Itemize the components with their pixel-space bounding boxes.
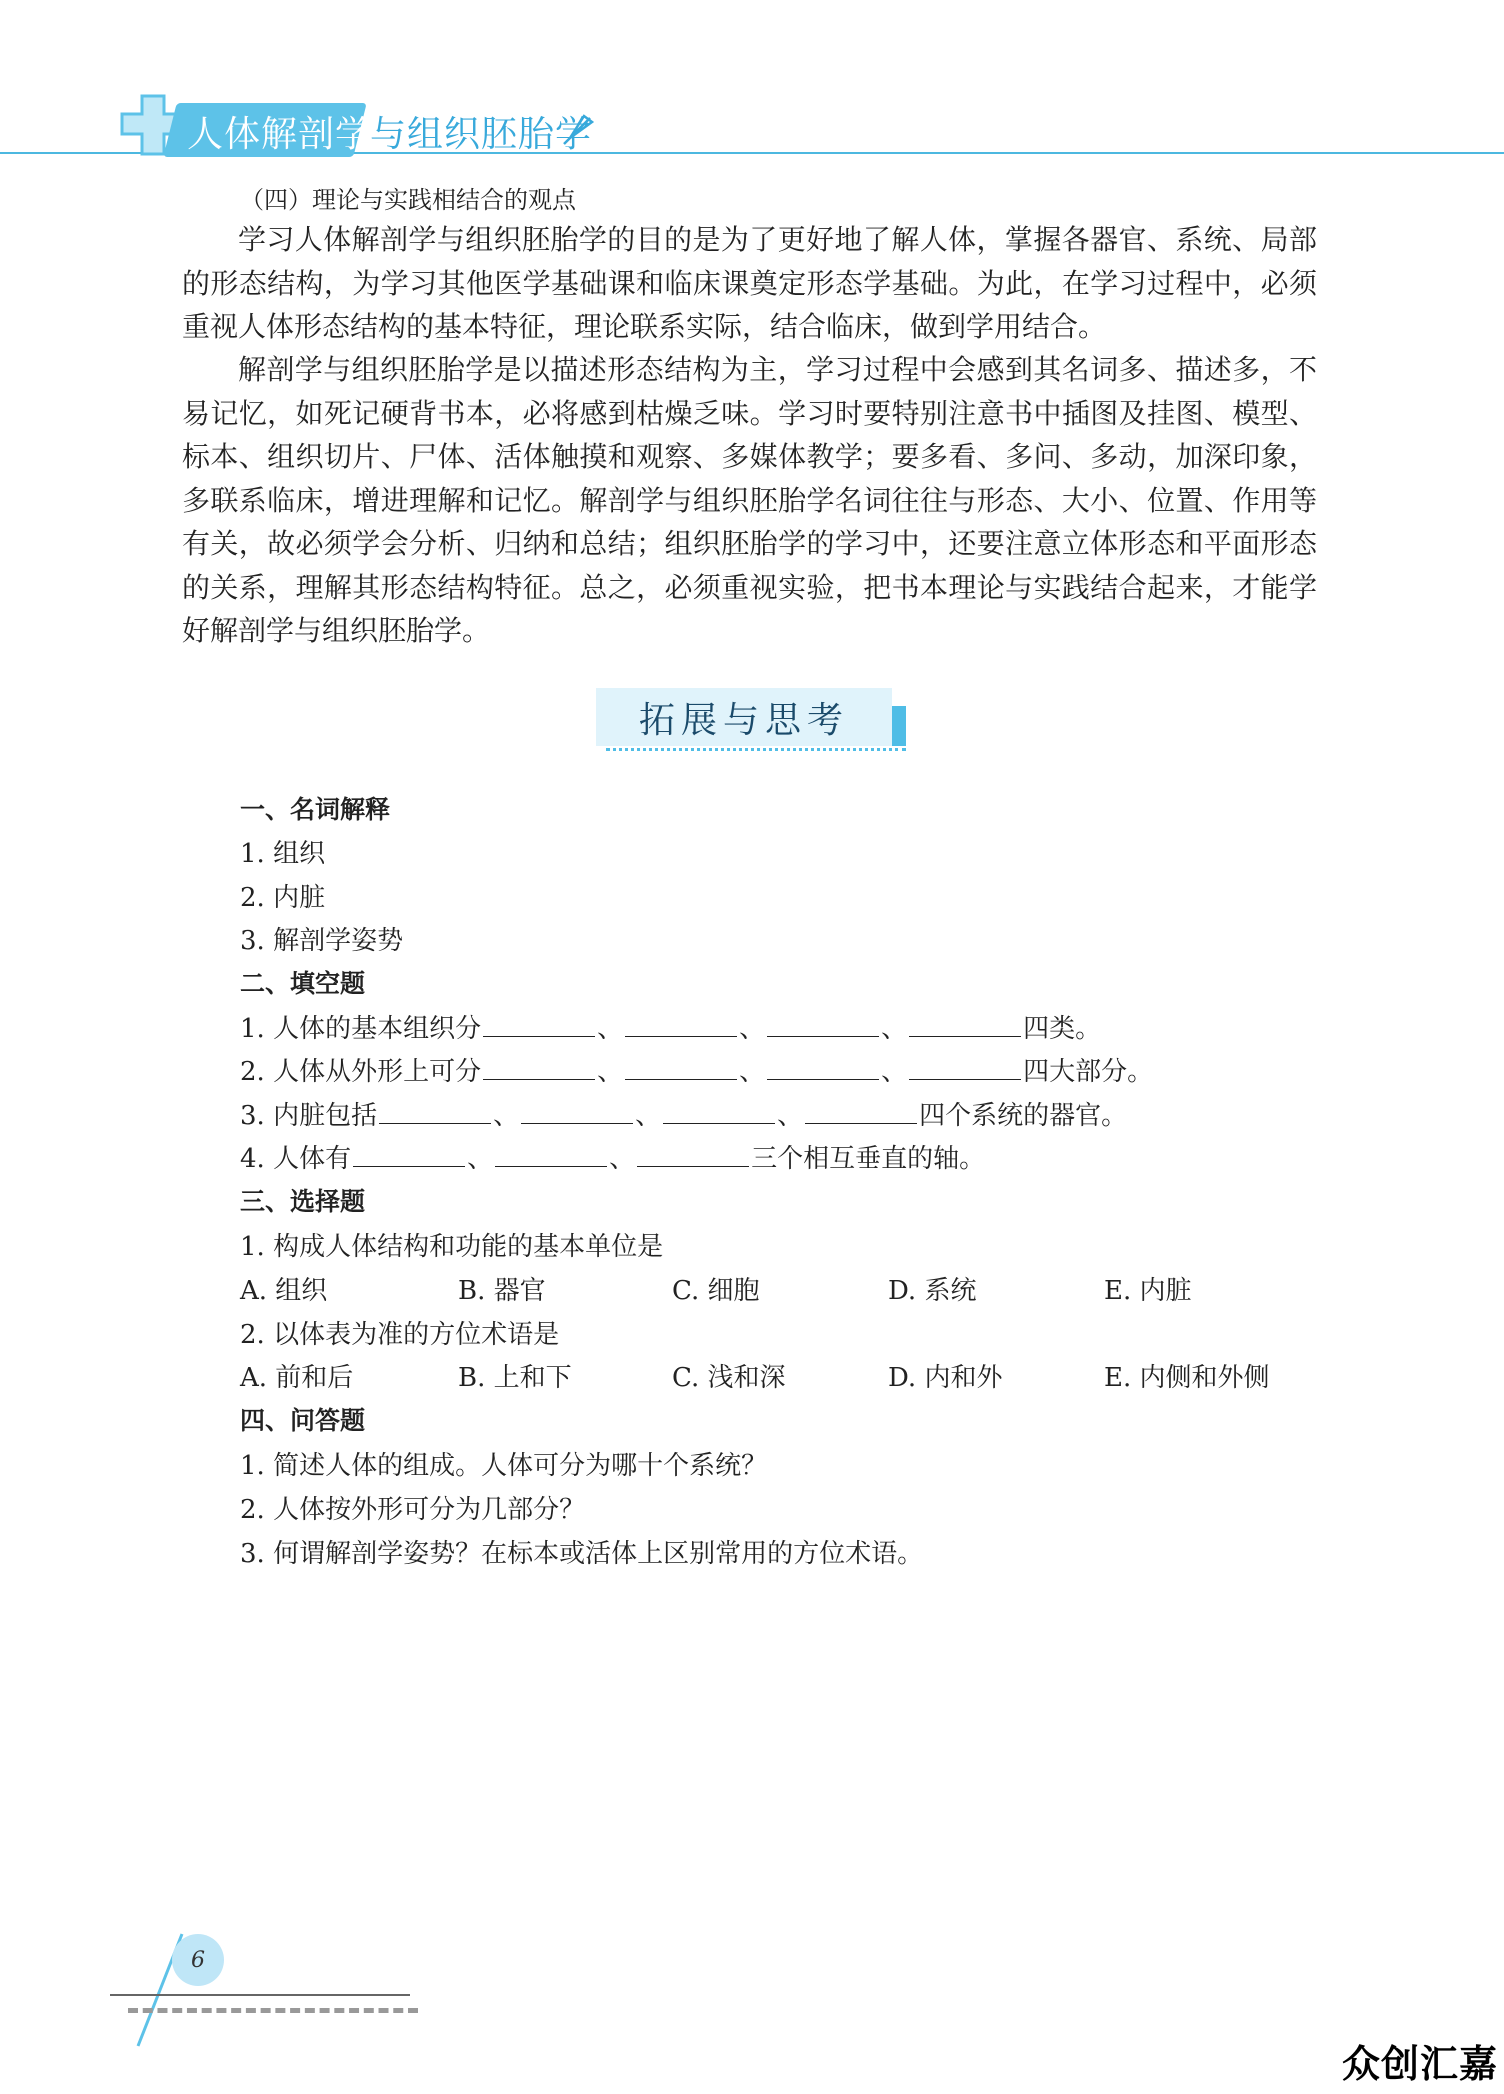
- fill-question-suffix: 四个系统的器官。: [919, 1101, 1128, 1131]
- page-number: 6: [191, 1947, 205, 1973]
- separator: 、: [881, 1014, 908, 1044]
- term-item: 2. 内脏: [240, 883, 326, 913]
- separator: 、: [597, 1014, 624, 1044]
- choice-option[interactable]: D. 系统: [888, 1276, 977, 1306]
- banner-dotted-rule: [606, 748, 906, 751]
- fill-blank[interactable]: [483, 1055, 595, 1080]
- fill-blank[interactable]: [909, 1055, 1021, 1080]
- fill-blank[interactable]: [353, 1142, 465, 1167]
- separator: 、: [467, 1144, 494, 1174]
- header-title-part2: 与组织胚胎学: [370, 114, 593, 155]
- banner-title: 拓展与思考: [638, 699, 849, 741]
- fill-blank[interactable]: [495, 1142, 607, 1167]
- term-item: 1. 组织: [240, 839, 326, 869]
- page-number-badge: [172, 1934, 224, 1986]
- separator: 、: [777, 1101, 804, 1131]
- footer-dashes: [128, 2008, 418, 2013]
- separator: 、: [609, 1144, 636, 1174]
- feather-icon: [560, 112, 596, 148]
- fill-question-suffix: 三个相互垂直的轴。: [751, 1144, 986, 1174]
- fill-question-3: [240, 1095, 1127, 1132]
- choice-option[interactable]: C. 细胞: [672, 1276, 760, 1306]
- fill-blank[interactable]: [909, 1012, 1021, 1037]
- body-paragraph: 学习人体解剖学与组织胚胎学的目的是为了更好地了解人体，掌握各器官、系统、局部的形态结构，为学习其他医学基础课和临床课奠定形态学基础。为此，在学习过程中，必须重视人体形态结构的基本特征，理论联系实际，结合临床，做到学用结合。: [182, 223, 1317, 343]
- fill-question-suffix: 四类。: [1023, 1014, 1102, 1044]
- fill-blank[interactable]: [805, 1099, 917, 1124]
- footer-rule: [110, 1994, 410, 1996]
- fill-question-text: 3. 内脏包括: [240, 1101, 378, 1131]
- fill-heading: 二、填空题: [240, 969, 366, 998]
- term-item: 3. 解剖学姿势: [240, 926, 404, 956]
- separator: 、: [881, 1057, 908, 1087]
- choice-option[interactable]: E. 内脏: [1104, 1276, 1192, 1306]
- choice-option[interactable]: A. 前和后: [240, 1363, 354, 1393]
- fill-question-1: [240, 1008, 1101, 1045]
- separator: 、: [739, 1014, 766, 1044]
- fill-blank[interactable]: [521, 1099, 633, 1124]
- choice-heading: 三、选择题: [240, 1187, 366, 1216]
- fill-question-text: 4. 人体有: [240, 1144, 352, 1174]
- fill-question-text: 1. 人体的基本组织分: [240, 1014, 482, 1044]
- watermark: 众创汇嘉: [1341, 2042, 1498, 2086]
- fill-question-text: 2. 人体从外形上可分: [240, 1057, 482, 1087]
- fill-blank[interactable]: [379, 1099, 491, 1124]
- choice-question: 2. 以体表为准的方位术语是: [240, 1320, 560, 1350]
- fill-blank[interactable]: [637, 1142, 749, 1167]
- body-paragraph: 解剖学与组织胚胎学是以描述形态结构为主，学习过程中会感到其名词多、描述多，不易记忆，如死记硬背书本，必将感到枯燥乏味。学习时要特别注意书中插图及挂图、模型、标本、组织切片、尸体、活体触摸和观察、多媒体教学；要多看、多问、多动，加深印象，多联系临床，增进理解和记忆。解剖学与组织胚胎学名词往往与形态、大小、位置、作用等有关，故必须学会分析、归纳和总结；组织胚胎学的学习中，还要注意立体形态和平面形态的关系，理解其形态结构特征。总之，必须重视实验，把书本理论与实践结合起来，才能学好解剖学与组织胚胎学。: [182, 353, 1317, 647]
- choice-option[interactable]: B. 器官: [458, 1276, 546, 1306]
- choice-option[interactable]: C. 浅和深: [672, 1363, 786, 1393]
- banner: [596, 688, 892, 746]
- choice-option[interactable]: B. 上和下: [458, 1363, 572, 1393]
- choice-question: 1. 构成人体结构和功能的基本单位是: [240, 1232, 664, 1262]
- fill-blank[interactable]: [625, 1055, 737, 1080]
- fill-blank[interactable]: [663, 1099, 775, 1124]
- fill-blank[interactable]: [625, 1012, 737, 1037]
- header-title-part1: 人体解剖学: [187, 114, 373, 155]
- qa-item: 1. 简述人体的组成。人体可分为哪十个系统？: [240, 1451, 768, 1481]
- terms-heading: 一、名词解释: [240, 795, 391, 824]
- separator: 、: [597, 1057, 624, 1087]
- fill-blank[interactable]: [767, 1055, 879, 1080]
- separator: 、: [493, 1101, 520, 1131]
- fill-blank[interactable]: [767, 1012, 879, 1037]
- fill-question-4: [240, 1138, 985, 1175]
- fill-blank[interactable]: [483, 1012, 595, 1037]
- separator: 、: [635, 1101, 662, 1131]
- choice-option[interactable]: A. 组织: [240, 1276, 328, 1306]
- fill-question-suffix: 四大部分。: [1023, 1057, 1154, 1087]
- qa-item: 3. 何谓解剖学姿势？在标本或活体上区别常用的方位术语。: [240, 1539, 924, 1569]
- choice-option[interactable]: D. 内和外: [888, 1363, 1003, 1393]
- section-heading: （四）理论与实践相结合的观点: [240, 186, 576, 214]
- qa-item: 2. 人体按外形可分为几部分？: [240, 1495, 586, 1525]
- fill-question-2: [240, 1051, 1153, 1088]
- choice-option[interactable]: E. 内侧和外侧: [1104, 1363, 1270, 1393]
- separator: 、: [739, 1057, 766, 1087]
- qa-heading: 四、问答题: [240, 1406, 366, 1435]
